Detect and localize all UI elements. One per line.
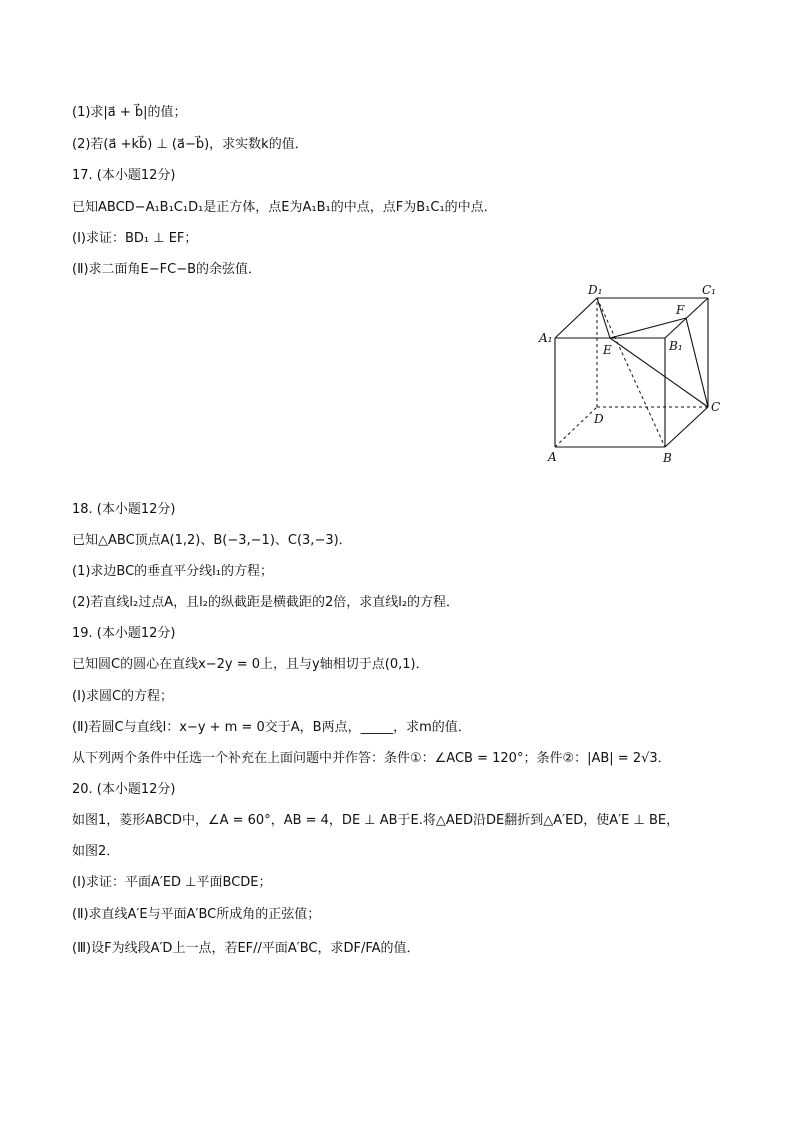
segment-E-D1: [597, 298, 610, 338]
question-18-part-1: (1)求边BC的垂直平分线l₁的方程；: [72, 564, 274, 579]
question-20-stem: 如图1，菱形ABCD中，∠A = 60°，AB = 4，DE ⊥ AB于E.将△AED沿DE翻折到△A′ED，使A′E ⊥ BE，: [72, 813, 680, 828]
question-18-part-2: (2)若直线l₂过点A，且l₂的纵截距是横截距的2倍，求直线l₂的方程．: [72, 595, 460, 610]
label-D: D: [594, 412, 604, 426]
question-16-part-1: (1)求|a⃗ + b⃗|的值；: [72, 105, 187, 120]
question-18-heading: 18. (本小题12分): [72, 502, 176, 517]
question-20-part-2: (Ⅱ)求直线A′E与平面A′BC所成角的正弦值；: [72, 907, 321, 922]
question-20-stem-cont: 如图2．: [72, 844, 120, 859]
label-B: B: [663, 451, 672, 465]
hidden-segment-B-D1: [597, 298, 665, 447]
label-A: A: [548, 450, 557, 464]
label-A1: A₁: [539, 331, 553, 345]
question-19-part-2: (Ⅱ)若圆C与直线l：x−y + m = 0交于A，B两点，_____，求m的值．: [72, 720, 471, 735]
hidden-edge-A-D: [555, 407, 597, 447]
question-19-stem: 已知圆C的圆心在直线x−2y = 0上，且与y轴相切于点(0,1)．: [72, 657, 429, 672]
question-20-heading: 20. (本小题12分): [72, 782, 176, 797]
question-19-heading: 19. (本小题12分): [72, 626, 176, 641]
question-17-stem: 已知ABCD−A₁B₁C₁D₁是正方体，点E为A₁B₁的中点，点F为B₁C₁的中点．: [72, 200, 497, 215]
question-20-part-1: (Ⅰ)求证：平面A′ED ⊥平面BCDE；: [72, 875, 272, 890]
question-17-part-2: (Ⅱ)求二面角E−FC−B的余弦值．: [72, 262, 262, 277]
label-C1: C₁: [702, 283, 716, 297]
question-20-part-3: (Ⅲ)设F为线段A′D上一点，若EF//平面A′BC，求DF/FA的值．: [72, 941, 420, 956]
question-18-stem: 已知△ABC顶点A(1,2)、B(−3,−1)、C(3,−3)．: [72, 533, 352, 548]
question-16-part-2: (2)若(a⃗ +kb⃗) ⊥ (a⃗−b⃗)，求实数k的值．: [72, 137, 308, 152]
cube-figure: [530, 280, 730, 470]
label-B1: B₁: [669, 339, 683, 353]
label-C: C: [711, 400, 721, 414]
edge-B-C: [665, 407, 708, 447]
question-17-part-1: (Ⅰ)求证：BD₁ ⊥ EF；: [72, 231, 198, 246]
label-F: F: [676, 303, 685, 317]
question-19-part-1: (Ⅰ)求圆C的方程；: [72, 689, 174, 704]
label-D1: D₁: [588, 283, 603, 297]
edge-A1-D1: [555, 298, 597, 338]
question-19-conditions: 从下列两个条件中任选一个补充在上面问题中并作答：条件①：∠ACB = 120°；条件②：|AB| = 2√3．: [72, 751, 671, 766]
segment-E-F: [610, 318, 686, 338]
question-17-heading: 17. (本小题12分): [72, 168, 176, 183]
label-E: E: [603, 343, 612, 357]
